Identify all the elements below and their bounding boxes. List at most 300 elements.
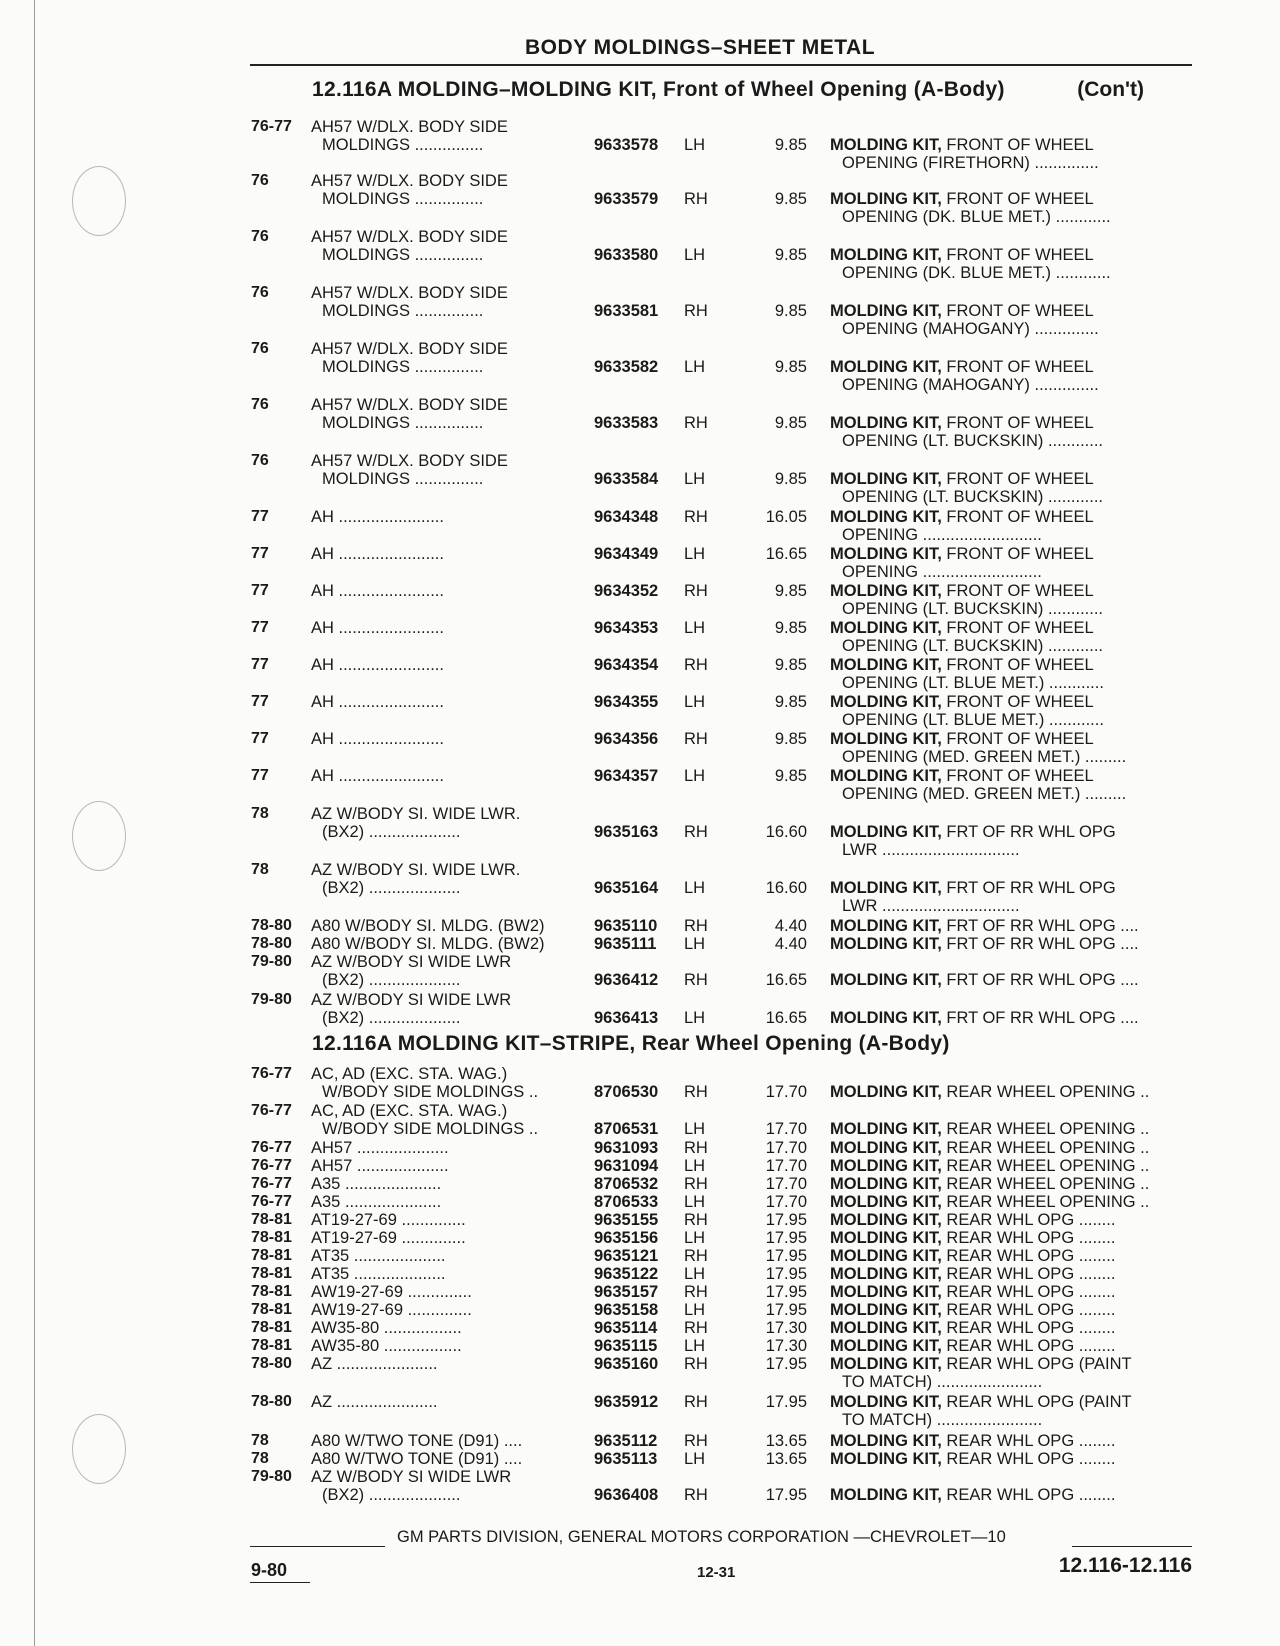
application-description-cont: (BX2) ....................	[322, 1486, 461, 1504]
application-description: AH57 W/DLX. BODY SIDE	[311, 452, 508, 470]
part-number: 9636413	[594, 1009, 659, 1027]
part-name-bold: MOLDING KIT,	[830, 823, 942, 841]
side-code: RH	[684, 823, 708, 841]
application-description-cont: MOLDINGS ...............	[322, 136, 484, 154]
application-description-cont: (BX2) ....................	[322, 879, 461, 897]
part-name-cont: OPENING (LT. BUCKSKIN) ............	[842, 600, 1103, 618]
side-code: LH	[684, 1193, 706, 1211]
application-description: AH57 W/DLX. BODY SIDE	[311, 396, 508, 414]
application-description-cont: (BX2) ....................	[322, 823, 461, 841]
part-number: 9635110	[594, 917, 658, 935]
side-code: LH	[684, 358, 706, 376]
side-code: LH	[684, 619, 706, 637]
part-name-bold: MOLDING KIT,	[830, 1301, 942, 1319]
part-name	[830, 1083, 1192, 1101]
model-year: 78-81	[251, 1301, 292, 1318]
part-number: 9634352	[594, 582, 659, 600]
application-description: AH57 W/DLX. BODY SIDE	[311, 172, 508, 190]
part-name-rest: FRT OF RR WHL OPG ....	[941, 971, 1139, 989]
part-number: 9635158	[594, 1301, 659, 1319]
part-name-cont: TO MATCH) .......................	[842, 1411, 1043, 1429]
part-name	[830, 302, 1192, 320]
model-year: 78-80	[251, 1393, 292, 1410]
part-name-bold: MOLDING KIT,	[830, 414, 942, 432]
part-number: 9631094	[594, 1157, 659, 1175]
part-name-rest: FRONT OF WHEEL	[941, 136, 1094, 154]
side-code: RH	[684, 730, 708, 748]
list-price: 16.65	[765, 545, 807, 563]
part-name	[830, 1175, 1192, 1193]
list-price: 17.70	[765, 1193, 807, 1211]
application-description-cont: W/BODY SIDE MOLDINGS ..	[322, 1120, 539, 1138]
part-name-rest: FRONT OF WHEEL	[941, 302, 1094, 320]
section-title: 12.116A MOLDING KIT–STRIPE, Rear Wheel Opening (A-Body)	[312, 1032, 950, 1055]
part-name-cont: OPENING (LT. BLUE MET.) ............	[842, 711, 1104, 729]
part-number: 9635156	[594, 1229, 659, 1247]
list-price: 9.85	[774, 302, 807, 320]
part-name	[830, 1319, 1192, 1337]
part-name-bold: MOLDING KIT,	[830, 935, 942, 953]
part-name-bold: MOLDING KIT,	[830, 693, 942, 711]
part-number: 8706530	[594, 1083, 659, 1101]
footer-date-rule	[250, 1582, 310, 1583]
list-price: 17.95	[765, 1301, 807, 1319]
side-code: RH	[684, 190, 708, 208]
part-name-rest: REAR WHL OPG ........	[941, 1432, 1116, 1450]
part-name-rest: FRONT OF WHEEL	[941, 470, 1094, 488]
part-number: 9634354	[594, 656, 659, 674]
side-code: LH	[684, 1301, 706, 1319]
part-name-rest: FRONT OF WHEEL	[941, 767, 1094, 785]
list-price: 9.85	[774, 656, 807, 674]
part-number: 9633578	[594, 136, 659, 154]
application-description: AH .......................	[311, 693, 444, 711]
model-year: 76	[251, 452, 269, 469]
part-name	[830, 879, 1192, 897]
part-name	[830, 1193, 1192, 1211]
part-name	[830, 508, 1192, 526]
side-code: LH	[684, 1120, 706, 1138]
list-price: 9.85	[774, 190, 807, 208]
footer-rule-left	[250, 1546, 385, 1547]
side-code: RH	[684, 1486, 708, 1504]
part-name	[830, 1393, 1192, 1411]
part-name-bold: MOLDING KIT,	[830, 302, 942, 320]
application-description: A80 W/BODY SI. MLDG. (BW2)	[311, 917, 545, 935]
part-name-rest: REAR WHL OPG ........	[941, 1247, 1116, 1265]
part-number: 9634348	[594, 508, 659, 526]
part-name-rest: FRONT OF WHEEL	[941, 582, 1094, 600]
part-number: 9634349	[594, 545, 659, 563]
part-number: 9635114	[594, 1319, 658, 1337]
application-description: A80 W/BODY SI. MLDG. (BW2)	[311, 935, 545, 953]
part-number: 9633582	[594, 358, 659, 376]
part-name-bold: MOLDING KIT,	[830, 508, 942, 526]
part-name	[830, 1432, 1192, 1450]
application-description: AZ W/BODY SI WIDE LWR	[311, 953, 512, 971]
side-code: RH	[684, 1319, 708, 1337]
side-code: LH	[684, 1265, 706, 1283]
part-name-rest: REAR WHEEL OPENING ..	[941, 1193, 1150, 1211]
part-name-rest: REAR WHEEL OPENING ..	[941, 1120, 1150, 1138]
part-number: 9636408	[594, 1486, 659, 1504]
application-description: AH57 W/DLX. BODY SIDE	[311, 228, 508, 246]
application-description-cont: W/BODY SIDE MOLDINGS ..	[322, 1083, 539, 1101]
part-name	[830, 190, 1192, 208]
part-name-rest: FRONT OF WHEEL	[941, 246, 1094, 264]
side-code: RH	[684, 656, 708, 674]
list-price: 9.85	[774, 730, 807, 748]
part-number: 9633579	[594, 190, 659, 208]
part-name-bold: MOLDING KIT,	[830, 1486, 942, 1504]
part-number: 9635912	[594, 1393, 659, 1411]
part-name	[830, 358, 1192, 376]
list-price: 16.65	[765, 971, 807, 989]
part-name	[830, 767, 1192, 785]
list-price: 9.85	[774, 358, 807, 376]
side-code: LH	[684, 1229, 706, 1247]
model-year: 78-81	[251, 1337, 292, 1354]
footer-date: 9-80	[251, 1560, 288, 1580]
part-name	[830, 1229, 1192, 1247]
section-title: 12.116A MOLDING–MOLDING KIT, Front of Wheel Opening (A-Body)	[312, 78, 1005, 101]
list-price: 17.30	[765, 1319, 807, 1337]
part-number: 9635121	[594, 1247, 659, 1265]
part-name-bold: MOLDING KIT,	[830, 1319, 942, 1337]
part-name	[830, 730, 1192, 748]
application-description: AZ W/BODY SI. WIDE LWR.	[311, 805, 521, 823]
list-price: 9.85	[774, 619, 807, 637]
application-description: A80 W/TWO TONE (D91) ....	[311, 1450, 523, 1468]
footer-group-range: 12.116-12.116	[1058, 1554, 1192, 1577]
part-name	[830, 545, 1192, 563]
application-description: AT19-27-69 ..............	[311, 1211, 466, 1229]
model-year: 78-80	[251, 935, 292, 952]
model-year: 77	[251, 730, 269, 747]
page-edge-line	[34, 0, 35, 1646]
part-name-rest: REAR WHL OPG ........	[941, 1229, 1116, 1247]
model-year: 76-77	[251, 1139, 292, 1156]
side-code: RH	[684, 414, 708, 432]
side-code: RH	[684, 1432, 708, 1450]
part-name-rest: FRONT OF WHEEL	[941, 190, 1094, 208]
part-number: 9631093	[594, 1139, 659, 1157]
side-code: RH	[684, 1083, 708, 1101]
part-name-bold: MOLDING KIT,	[830, 470, 942, 488]
part-name-bold: MOLDING KIT,	[830, 246, 942, 264]
application-description: AZ W/BODY SI WIDE LWR	[311, 1468, 512, 1486]
application-description: AH .......................	[311, 582, 444, 600]
part-name	[830, 1247, 1192, 1265]
side-code: RH	[684, 971, 708, 989]
part-name-bold: MOLDING KIT,	[830, 1009, 942, 1027]
part-number: 9635155	[594, 1211, 659, 1229]
model-year: 77	[251, 508, 269, 525]
part-name	[830, 917, 1192, 935]
part-number: 8706533	[594, 1193, 659, 1211]
part-name-bold: MOLDING KIT,	[830, 1355, 942, 1373]
model-year: 77	[251, 693, 269, 710]
part-name	[830, 1355, 1192, 1373]
list-price: 9.85	[774, 136, 807, 154]
part-name	[830, 246, 1192, 264]
part-name-cont: OPENING ..........................	[842, 526, 1042, 544]
part-name-cont: OPENING (LT. BUCKSKIN) ............	[842, 637, 1103, 655]
part-name-rest: REAR WHL OPG (PAINT	[941, 1393, 1132, 1411]
part-number: 9636412	[594, 971, 659, 989]
model-year: 78-81	[251, 1265, 292, 1282]
part-name-rest: FRONT OF WHEEL	[941, 414, 1094, 432]
model-year: 76	[251, 340, 269, 357]
model-year: 79-80	[251, 991, 292, 1008]
part-name	[830, 136, 1192, 154]
part-number: 9635111	[594, 935, 657, 953]
part-name-rest: FRONT OF WHEEL	[941, 656, 1094, 674]
model-year: 76	[251, 172, 269, 189]
part-name-rest: REAR WHL OPG ........	[941, 1301, 1116, 1319]
part-name	[830, 1139, 1192, 1157]
application-description-cont: (BX2) ....................	[322, 1009, 461, 1027]
part-name-rest: REAR WHEEL OPENING ..	[941, 1175, 1150, 1193]
part-name-rest: REAR WHEEL OPENING ..	[941, 1139, 1150, 1157]
part-name-cont: OPENING (MED. GREEN MET.) .........	[842, 785, 1127, 803]
application-description: AW35-80 .................	[311, 1319, 462, 1337]
part-name-bold: MOLDING KIT,	[830, 136, 942, 154]
part-name-bold: MOLDING KIT,	[830, 1450, 942, 1468]
part-name-rest: REAR WHL OPG ........	[941, 1211, 1116, 1229]
part-name	[830, 414, 1192, 432]
model-year: 77	[251, 656, 269, 673]
model-year: 77	[251, 767, 269, 784]
application-description: AH57 W/DLX. BODY SIDE	[311, 118, 508, 136]
model-year: 77	[251, 619, 269, 636]
part-name-cont: LWR ..............................	[842, 841, 1020, 859]
part-number: 8706532	[594, 1175, 659, 1193]
part-name-cont: OPENING ..........................	[842, 563, 1042, 581]
model-year: 78	[251, 1450, 269, 1467]
model-year: 79-80	[251, 953, 292, 970]
list-price: 17.95	[765, 1355, 807, 1373]
side-code: LH	[684, 246, 706, 264]
part-name-bold: MOLDING KIT,	[830, 358, 942, 376]
part-name-bold: MOLDING KIT,	[830, 1337, 942, 1355]
list-price: 17.95	[765, 1229, 807, 1247]
part-number: 9635157	[594, 1283, 659, 1301]
part-name-bold: MOLDING KIT,	[830, 1175, 942, 1193]
part-name	[830, 1486, 1192, 1504]
side-code: LH	[684, 767, 706, 785]
footer-page-number: 12-31	[697, 1564, 736, 1581]
part-name-bold: MOLDING KIT,	[830, 619, 942, 637]
punch-hole	[72, 1414, 126, 1484]
application-description: AT35 ....................	[311, 1247, 446, 1265]
part-name-bold: MOLDING KIT,	[830, 1229, 942, 1247]
list-price: 17.70	[765, 1157, 807, 1175]
part-name	[830, 1211, 1192, 1229]
part-name-rest: FRONT OF WHEEL	[941, 508, 1094, 526]
part-number: 9634353	[594, 619, 659, 637]
application-description: AH57 ....................	[311, 1157, 449, 1175]
part-name-rest: REAR WHL OPG ........	[941, 1319, 1116, 1337]
model-year: 78-81	[251, 1247, 292, 1264]
part-name-rest: FRT OF RR WHL OPG ....	[941, 1009, 1139, 1027]
model-year: 77	[251, 582, 269, 599]
part-name-cont: OPENING (MAHOGANY) ..............	[842, 320, 1099, 338]
page-title: BODY MOLDINGS–SHEET METAL	[524, 36, 876, 59]
continued-label: (Con't)	[1077, 78, 1144, 101]
punch-hole	[72, 166, 126, 236]
list-price: 17.95	[765, 1265, 807, 1283]
part-name	[830, 935, 1192, 953]
header-rule	[250, 64, 1192, 66]
application-description: A35 .....................	[311, 1193, 442, 1211]
side-code: LH	[684, 1337, 706, 1355]
application-description: AH .......................	[311, 656, 444, 674]
side-code: LH	[684, 1009, 706, 1027]
application-description: AH .......................	[311, 545, 444, 563]
part-number: 9634357	[594, 767, 659, 785]
part-name-rest: FRONT OF WHEEL	[941, 730, 1094, 748]
list-price: 9.85	[774, 693, 807, 711]
application-description-cont: MOLDINGS ...............	[322, 358, 484, 376]
part-name-rest: FRT OF RR WHL OPG ....	[941, 917, 1139, 935]
list-price: 9.85	[774, 246, 807, 264]
part-name-bold: MOLDING KIT,	[830, 582, 942, 600]
part-name-bold: MOLDING KIT,	[830, 1265, 942, 1283]
part-name	[830, 1337, 1192, 1355]
side-code: RH	[684, 582, 708, 600]
part-name	[830, 823, 1192, 841]
list-price: 9.85	[774, 582, 807, 600]
part-name-rest: REAR WHL OPG ........	[941, 1337, 1116, 1355]
application-description: A35 .....................	[311, 1175, 442, 1193]
part-name	[830, 470, 1192, 488]
part-number: 9635122	[594, 1265, 659, 1283]
part-name-bold: MOLDING KIT,	[830, 545, 942, 563]
part-name-rest: FRT OF RR WHL OPG	[941, 823, 1116, 841]
model-year: 78	[251, 1432, 269, 1449]
list-price: 4.40	[774, 935, 807, 953]
part-name-bold: MOLDING KIT,	[830, 1193, 942, 1211]
model-year: 78-81	[251, 1319, 292, 1336]
part-name-rest: REAR WHL OPG ........	[941, 1283, 1116, 1301]
list-price: 13.65	[765, 1432, 807, 1450]
list-price: 16.65	[765, 1009, 807, 1027]
application-description: A80 W/TWO TONE (D91) ....	[311, 1432, 523, 1450]
side-code: RH	[684, 1393, 708, 1411]
side-code: LH	[684, 470, 706, 488]
list-price: 13.65	[765, 1450, 807, 1468]
part-name-rest: REAR WHL OPG (PAINT	[941, 1355, 1132, 1373]
model-year: 76-77	[251, 1157, 292, 1174]
part-name-rest: REAR WHL OPG ........	[941, 1450, 1116, 1468]
part-number: 9633583	[594, 414, 659, 432]
part-name-bold: MOLDING KIT,	[830, 1211, 942, 1229]
list-price: 17.95	[765, 1283, 807, 1301]
model-year: 78-81	[251, 1211, 292, 1228]
part-name-rest: REAR WHL OPG ........	[941, 1486, 1116, 1504]
side-code: LH	[684, 693, 706, 711]
part-name-bold: MOLDING KIT,	[830, 1157, 942, 1175]
application-description: AZ ......................	[311, 1355, 438, 1373]
application-description: AC, AD (EXC. STA. WAG.)	[311, 1065, 508, 1083]
part-name-rest: REAR WHEEL OPENING ..	[941, 1157, 1150, 1175]
footer-publisher: GM PARTS DIVISION, GENERAL MOTORS CORPORATION —CHEVROLET—10	[397, 1528, 1006, 1546]
part-name	[830, 582, 1192, 600]
part-name-cont: OPENING (LT. BUCKSKIN) ............	[842, 488, 1103, 506]
list-price: 17.70	[765, 1083, 807, 1101]
application-description: AW19-27-69 ..............	[311, 1301, 472, 1319]
side-code: LH	[684, 1450, 706, 1468]
part-name-cont: OPENING (MED. GREEN MET.) .........	[842, 748, 1127, 766]
model-year: 76-77	[251, 1193, 292, 1210]
footer-rule-right	[1072, 1546, 1192, 1547]
list-price: 16.60	[765, 823, 807, 841]
part-name-cont: TO MATCH) .......................	[842, 1373, 1043, 1391]
list-price: 17.95	[765, 1211, 807, 1229]
punch-hole	[72, 801, 126, 871]
application-description: AZ W/BODY SI WIDE LWR	[311, 991, 512, 1009]
part-name-bold: MOLDING KIT,	[830, 656, 942, 674]
part-name-rest: REAR WHL OPG ........	[941, 1265, 1116, 1283]
side-code: LH	[684, 935, 706, 953]
model-year: 78-81	[251, 1283, 292, 1300]
part-name-bold: MOLDING KIT,	[830, 1120, 942, 1138]
part-name-rest: REAR WHEEL OPENING ..	[941, 1083, 1150, 1101]
side-code: RH	[684, 302, 708, 320]
application-description-cont: (BX2) ....................	[322, 971, 461, 989]
model-year: 76	[251, 396, 269, 413]
part-name-bold: MOLDING KIT,	[830, 767, 942, 785]
part-number: 9635163	[594, 823, 659, 841]
side-code: RH	[684, 1283, 708, 1301]
list-price: 17.70	[765, 1175, 807, 1193]
part-name-bold: MOLDING KIT,	[830, 971, 942, 989]
side-code: RH	[684, 1175, 708, 1193]
model-year: 76	[251, 228, 269, 245]
part-name-bold: MOLDING KIT,	[830, 1283, 942, 1301]
application-description: AW35-80 .................	[311, 1337, 462, 1355]
side-code: RH	[684, 1355, 708, 1373]
part-name-bold: MOLDING KIT,	[830, 190, 942, 208]
application-description: AH57 W/DLX. BODY SIDE	[311, 340, 508, 358]
application-description: AT19-27-69 ..............	[311, 1229, 466, 1247]
model-year: 77	[251, 545, 269, 562]
application-description: AZ ......................	[311, 1393, 438, 1411]
list-price: 17.30	[765, 1337, 807, 1355]
part-number: 9634356	[594, 730, 659, 748]
part-name-bold: MOLDING KIT,	[830, 1393, 942, 1411]
application-description: AT35 ....................	[311, 1265, 446, 1283]
list-price: 9.85	[774, 767, 807, 785]
application-description: AC, AD (EXC. STA. WAG.)	[311, 1102, 508, 1120]
list-price: 16.05	[765, 508, 807, 526]
model-year: 78-80	[251, 917, 292, 934]
side-code: LH	[684, 1157, 706, 1175]
model-year: 78	[251, 861, 269, 878]
section-header-rear	[312, 1032, 1192, 1056]
part-name-bold: MOLDING KIT,	[830, 1432, 942, 1450]
application-description-cont: MOLDINGS ...............	[322, 470, 484, 488]
part-number: 8706531	[594, 1120, 659, 1138]
part-number: 9633580	[594, 246, 659, 264]
part-name	[830, 971, 1192, 989]
part-number: 9635113	[594, 1450, 658, 1468]
application-description: AH .......................	[311, 619, 444, 637]
part-name-bold: MOLDING KIT,	[830, 730, 942, 748]
part-name-bold: MOLDING KIT,	[830, 1139, 942, 1157]
list-price: 17.95	[765, 1486, 807, 1504]
